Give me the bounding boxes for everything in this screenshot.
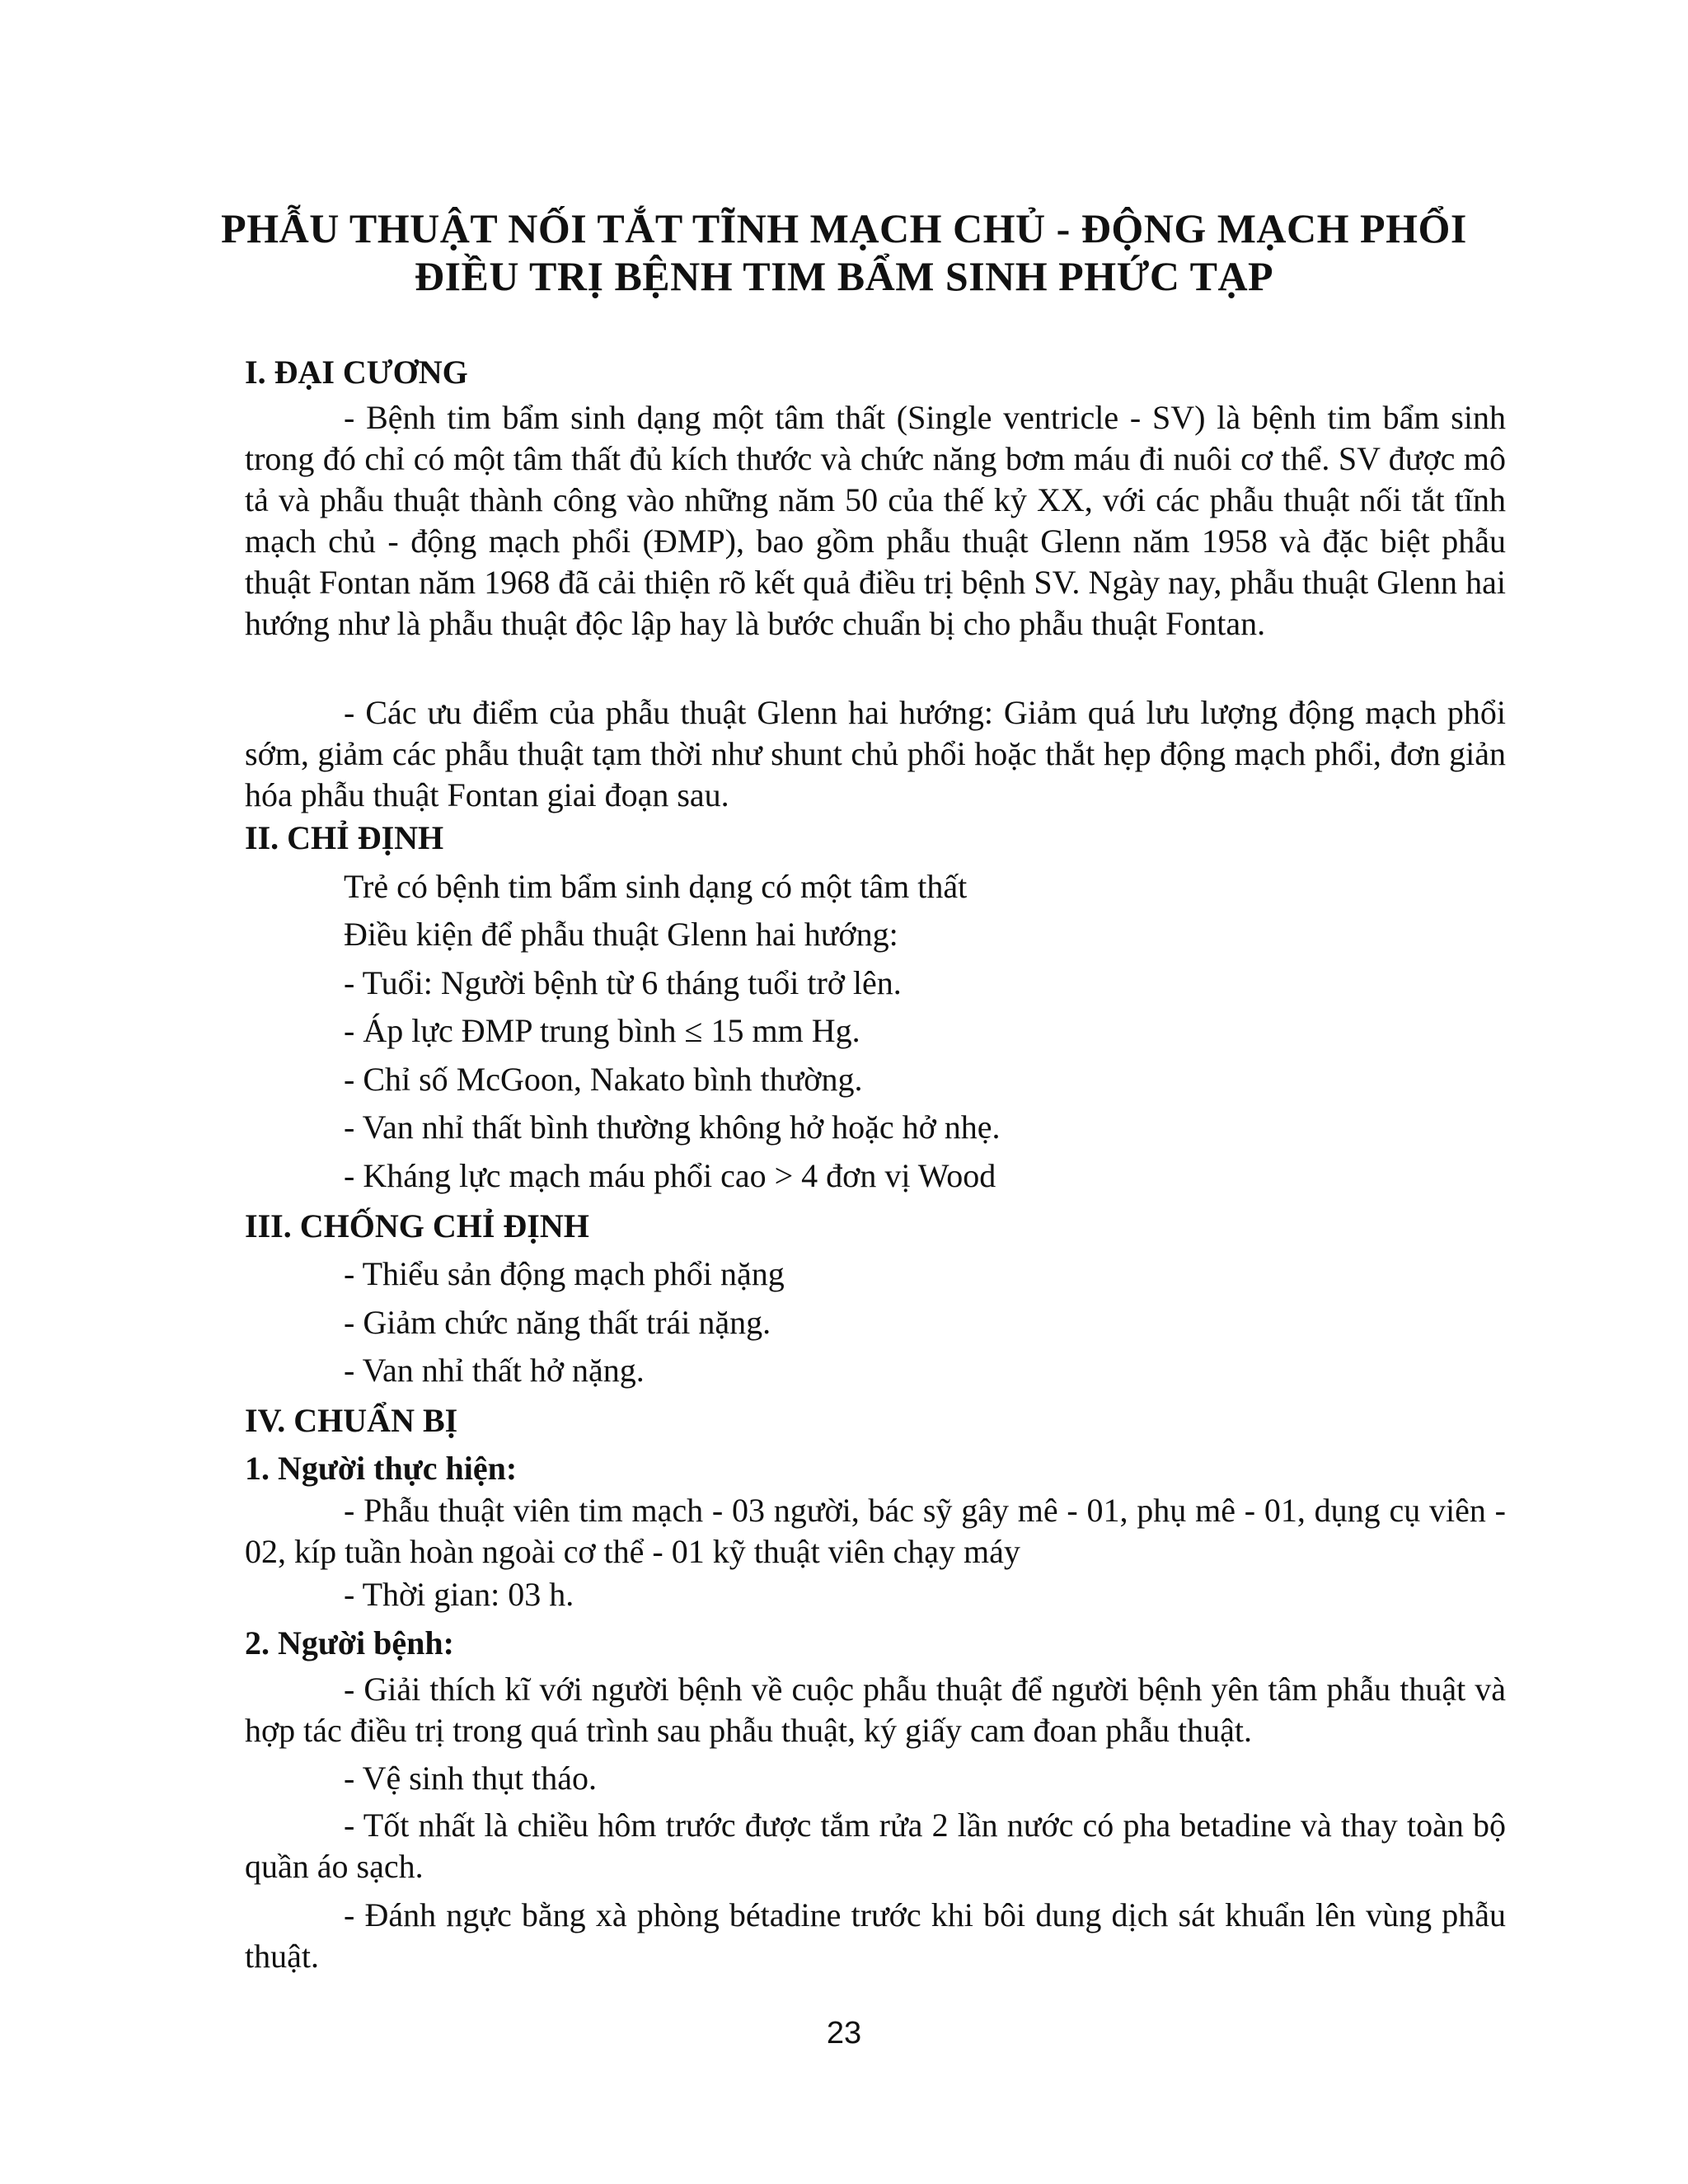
subsection-heading-1: 1. Người thực hiện: — [245, 1450, 518, 1487]
paragraph-text: - Các ưu điểm của phẫu thuật Glenn hai hướng: Giảm quá lưu lượng động mạch phổi sớm, giảm các phẫu thuật tạm thời như shunt chủ phổi hoặc thắt hẹp động mạch phổi, đơn giản hóa phẫu thuật Fontan giai đoạn sau. — [245, 694, 1506, 813]
paragraph-text: - Vệ sinh thụt tháo. — [344, 1760, 598, 1797]
page-title-line-2: ĐIỀU TRỊ BỆNH TIM BẨM SINH PHỨC TẠP — [414, 253, 1274, 299]
patient-paragraph-3 — [245, 1805, 1506, 1887]
indication-line: Trẻ có bệnh tim bẩm sinh dạng có một tâm thất — [344, 868, 968, 905]
indication-line: - Kháng lực mạch máu phổi cao > 4 đơn vị Wood — [344, 1157, 996, 1194]
patient-paragraph-4 — [245, 1895, 1506, 1977]
staff-paragraph — [245, 1490, 1506, 1572]
section-heading-3: III. CHỐNG CHỈ ĐỊNH — [245, 1207, 589, 1244]
paragraph-text: - Tốt nhất là chiều hôm trước được tắm rửa 2 lần nước có pha betadine và thay toàn bộ quần áo sạch. — [245, 1807, 1506, 1885]
section-1-paragraph-2 — [245, 692, 1506, 816]
paragraph-text: - Giải thích kĩ với người bệnh về cuộc phẫu thuật để người bệnh yên tâm phẫu thuật và hợp tác điều trị trong quá trình sau phẫu thuật, ký giấy cam đoan phẫu thuật. — [245, 1671, 1506, 1749]
paragraph-text: - Bệnh tim bẩm sinh dạng một tâm thất (Single ventricle - SV) là bệnh tim bẩm sinh trong đó chỉ có một tâm thất đủ kích thước và chức năng bơm máu đi nuôi cơ thể. SV được mô tả và phẫu thuật thành công vào những năm 50 của thế kỷ XX, với các phẫu thuật nối tắt tĩnh mạch chủ - động mạch phổi (ĐMP), bao gồm phẫu thuật Glenn năm 1958 và đặc biệt phẫu thuật Fontan năm 1968 đã cải thiện rõ kết quả điều trị bệnh SV. Ngày nay, phẫu thuật Glenn hai hướng như là phẫu thuật độc lập hay là bước chuẩn bị cho phẫu thuật Fontan. — [245, 399, 1506, 642]
section-heading-1: I. ĐẠI CƯƠNG — [245, 354, 468, 391]
page-title-line-1: PHẪU THUẬT NỐI TẮT TĨNH MẠCH CHỦ - ĐỘNG MẠCH PHỔI — [221, 205, 1467, 251]
indication-line: - Áp lực ĐMP trung bình ≤ 15 mm Hg. — [344, 1012, 860, 1049]
paragraph-text: - Thời gian: 03 h. — [344, 1576, 574, 1613]
indication-line: - Chỉ số McGoon, Nakato bình thường. — [344, 1061, 863, 1098]
paragraph-text: - Phẫu thuật viên tim mạch - 03 người, bác sỹ gây mê - 01, phụ mê - 01, dụng cụ viên - 02, kíp tuần hoàn ngoài cơ thể - 01 kỹ thuật viên chạy máy — [245, 1492, 1506, 1570]
indication-line: - Tuổi: Người bệnh từ 6 tháng tuổi trở lên. — [344, 964, 902, 1001]
section-heading-2: II. CHỈ ĐỊNH — [245, 819, 444, 856]
paragraph-text: - Đánh ngực bằng xà phòng bétadine trước khi bôi dung dịch sát khuẩn lên vùng phẫu thuật. — [245, 1896, 1506, 1975]
section-1-paragraph-1 — [245, 397, 1506, 644]
section-heading-4: IV. CHUẨN BỊ — [245, 1402, 458, 1439]
contraindication-line: - Giảm chức năng thất trái nặng. — [344, 1304, 771, 1341]
patient-paragraph-1 — [245, 1669, 1506, 1751]
page-number: 23 — [826, 2016, 862, 2050]
contraindication-line: - Van nhỉ thất hở nặng. — [344, 1352, 645, 1389]
patient-paragraph-2 — [245, 1758, 1506, 1799]
time-paragraph — [245, 1574, 1506, 1615]
indication-line: Điều kiện để phẫu thuật Glenn hai hướng: — [344, 916, 898, 953]
subsection-heading-2: 2. Người bệnh: — [245, 1624, 454, 1661]
contraindication-line: - Thiểu sản động mạch phổi nặng — [344, 1255, 785, 1292]
indication-line: - Van nhỉ thất bình thường không hở hoặc hở nhẹ. — [344, 1108, 1001, 1146]
